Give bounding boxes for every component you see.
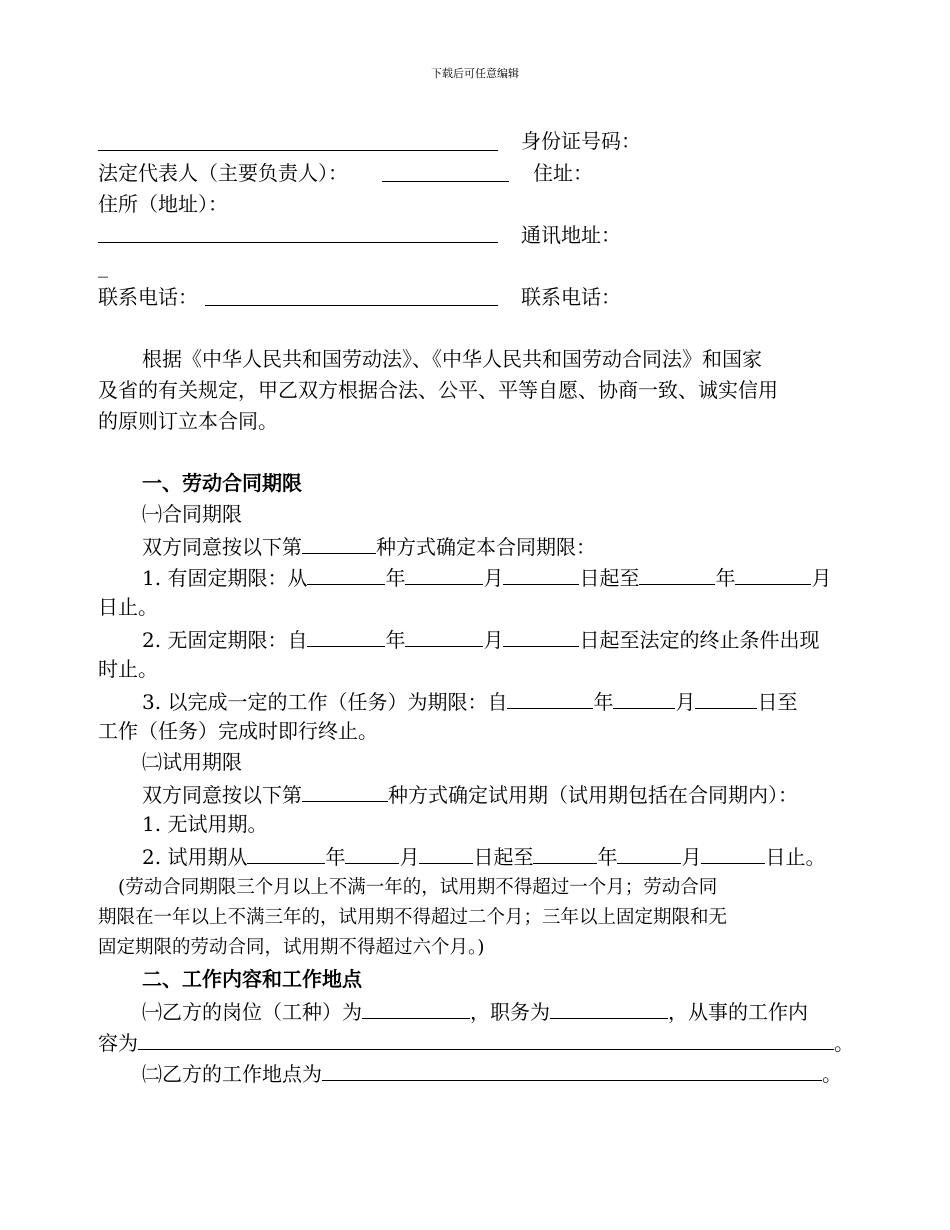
work-place-label: ㈡乙方的工作地点为 (142, 1062, 322, 1086)
blank-domicile-line[interactable] (98, 242, 498, 243)
blank-year[interactable] (507, 688, 593, 709)
section-1-heading: 一、劳动合同期限 (142, 471, 302, 495)
fixed-term-end: 日止。 (98, 595, 158, 619)
task-term-end: 工作（任务）完成时即行终止。 (98, 719, 378, 743)
contract-term-subheading: ㈠合同期限 (142, 502, 242, 526)
blank-year[interactable] (247, 843, 325, 864)
blank-year-end[interactable] (533, 843, 597, 864)
blank-probation-method[interactable] (302, 781, 388, 802)
fixed-term-label: 1. 有固定期限：从 (142, 566, 308, 590)
job-content-line (98, 1029, 854, 1055)
domicile-label: 住所（地址）： (98, 192, 228, 216)
month-label: 月 (675, 690, 696, 714)
month-label: 月 (483, 628, 504, 652)
blank-job-content[interactable] (138, 1029, 834, 1050)
period-mark: 。 (834, 1031, 854, 1055)
probation-method-line (142, 781, 798, 807)
blank-year[interactable] (307, 626, 385, 647)
year-label: 年 (385, 628, 406, 652)
month-label: 月 (399, 845, 420, 869)
header-note: 下载后可任意编辑 (431, 67, 519, 80)
probation-period-label: 2. 试用期从 (142, 845, 248, 869)
day-to-label: 日至 (757, 690, 798, 714)
work-place-line (142, 1060, 842, 1086)
probation-method-text-a: 双方同意按以下第 (142, 783, 302, 807)
open-term-text: 日起至法定的终止条件出现 (579, 628, 820, 652)
open-term-line (142, 626, 819, 652)
blank-month-end[interactable] (735, 564, 811, 585)
probation-note-2: 期限在一年以上不满三年的，试用期不得超过二个月；三年以上固定期限和无 (98, 907, 728, 928)
year-label: 年 (385, 566, 406, 590)
job-content-text: 容为 (98, 1031, 138, 1055)
fixed-term-line (142, 564, 831, 590)
preamble-line-1: 根据《中华人民共和国劳动法》、《中华人民共和国劳动合同法》和国家 (142, 347, 762, 371)
term-method-line (142, 533, 596, 559)
blank-day[interactable] (695, 688, 757, 709)
blank-month-end[interactable] (617, 843, 681, 864)
day-from-label: 日起至 (579, 566, 640, 590)
mailing-address-label: 通讯地址： (521, 223, 621, 247)
blank-term-method[interactable] (302, 533, 376, 554)
id-number-label: 身份证号码： (521, 129, 641, 153)
blank-job-title[interactable] (550, 998, 668, 1019)
probation-end-label: 日止。 (765, 845, 826, 869)
open-term-label: 2. 无固定期限：自 (142, 628, 308, 652)
probation-note-3: 固定期限的劳动合同，试用期不得超过六个月。) (98, 937, 485, 958)
blank-month[interactable] (345, 843, 399, 864)
term-method-text-a: 双方同意按以下第 (142, 535, 302, 559)
blank-year-end[interactable] (639, 564, 715, 585)
blank-name-line[interactable] (98, 150, 498, 151)
phone-right-label: 联系电话： (521, 285, 621, 309)
year-label: 年 (715, 566, 736, 590)
task-term-label: 3. 以完成一定的工作（任务）为期限：自 (142, 690, 508, 714)
job-line (142, 998, 808, 1024)
job-position-label: ㈠乙方的岗位（工种）为 (142, 1000, 362, 1024)
month-label: 月 (483, 566, 504, 590)
probation-note-1: (劳动合同期限三个月以上不满一年的，试用期不得超过一个月；劳动合同 (118, 877, 718, 898)
blank-legal-rep-line[interactable] (382, 181, 509, 182)
day-from-label: 日起至 (473, 845, 534, 869)
phone-left-label: 联系电话： (98, 285, 198, 309)
term-method-text-b: 种方式确定本合同期限： (376, 535, 596, 559)
blank-job-position[interactable] (362, 998, 470, 1019)
legal-rep-label: 法定代表人（主要负责人）： (98, 161, 348, 185)
year-label: 年 (593, 690, 614, 714)
probation-method-text-b: 种方式确定试用期（试用期包括在合同期内）： (388, 783, 798, 807)
year-label: 年 (597, 845, 618, 869)
probation-subheading: ㈡试用期限 (142, 750, 242, 774)
month-label: 月 (681, 845, 702, 869)
preamble-line-3: 的原则订立本合同。 (98, 409, 278, 433)
blank-phone-line[interactable] (205, 305, 498, 306)
blank-day-end[interactable] (701, 843, 765, 864)
probation-period-line (142, 843, 825, 869)
job-title-label: ，职务为 (470, 1000, 550, 1024)
blank-work-place[interactable] (322, 1060, 822, 1081)
job-content-label: ，从事的工作内 (668, 1000, 808, 1024)
blank-year[interactable] (307, 564, 385, 585)
period-mark: 。 (822, 1062, 842, 1086)
blank-month[interactable] (405, 564, 483, 585)
residence-label: 住址： (533, 161, 593, 185)
preamble-line-2: 及省的有关规定，甲乙双方根据合法、公平、平等自愿、协商一致、诚实信用 (98, 378, 778, 402)
task-term-line (142, 688, 797, 714)
year-label: 年 (325, 845, 346, 869)
month-label: 月 (811, 566, 832, 590)
stray-underscore: _ (98, 254, 108, 278)
blank-month[interactable] (613, 688, 675, 709)
blank-day[interactable] (419, 843, 473, 864)
open-term-end: 时止。 (98, 657, 158, 681)
blank-day[interactable] (503, 626, 579, 647)
no-probation-option: 1. 无试用期。 (142, 812, 268, 836)
blank-month[interactable] (405, 626, 483, 647)
blank-day[interactable] (503, 564, 579, 585)
section-2-heading: 二、工作内容和工作地点 (142, 967, 362, 991)
